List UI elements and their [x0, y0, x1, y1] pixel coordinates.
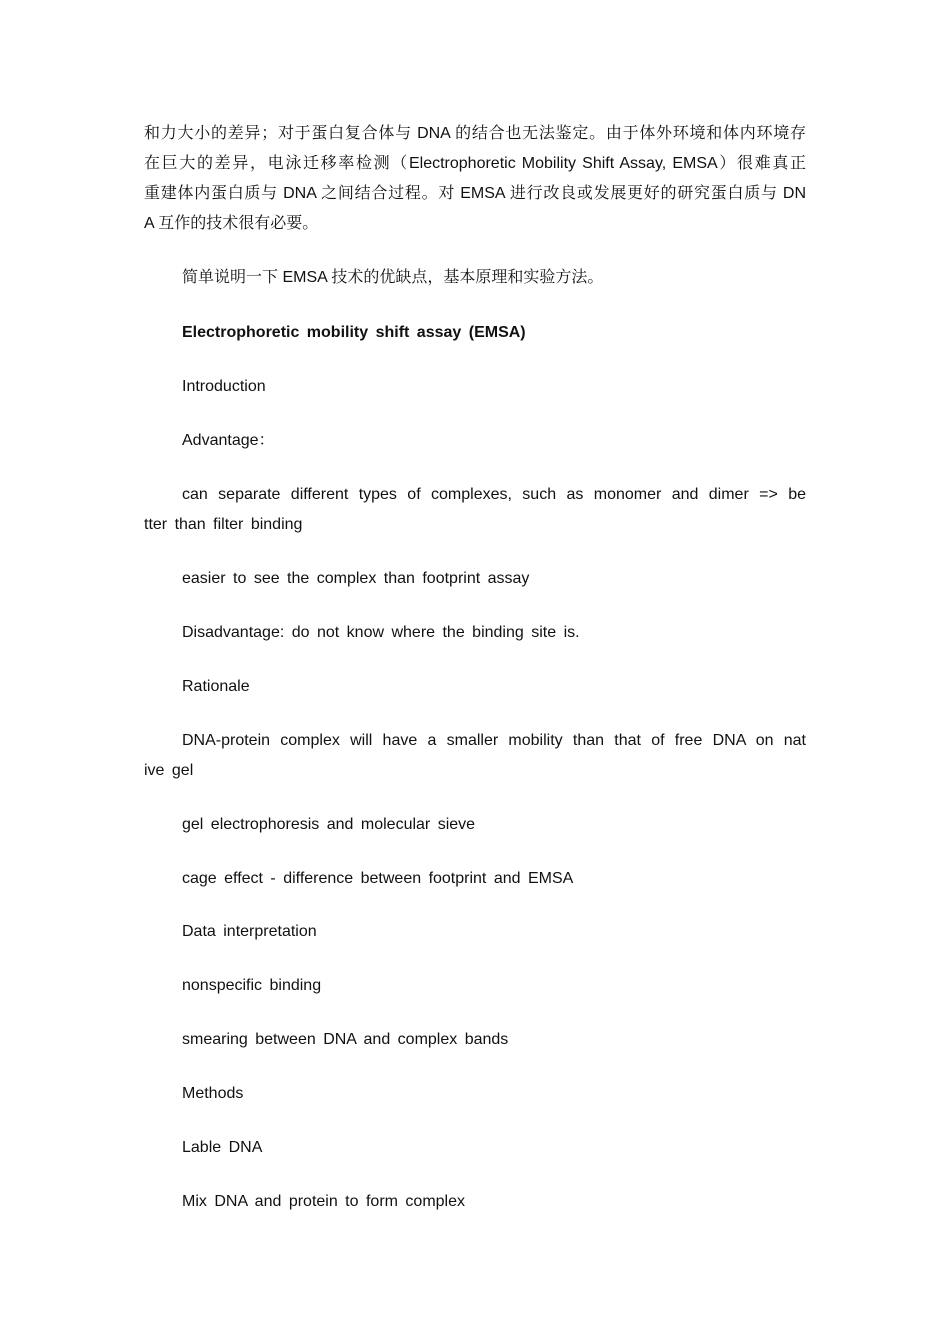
advantage-item-line: can separate different types of complexes, such as monomer and dimer => be	[182, 486, 806, 503]
methods-heading: Methods	[182, 1085, 244, 1102]
data-interpretation-heading: Data interpretation	[182, 923, 317, 940]
rationale-item-line: ive gel	[144, 762, 194, 779]
intro-sentence: 简单说明一下 EMSA 技术的优缺点，基本原理和实验方法。	[182, 269, 604, 286]
paragraph-line: 在巨大的差异，电泳迁移率检测（Electrophoretic Mobility Shift Assay, EMSA）很难真正	[144, 155, 806, 172]
rationale-item: cage effect - difference between footprint and EMSA	[182, 870, 574, 887]
paragraph-line: A 互作的技术很有必要。	[144, 215, 319, 232]
rationale-item: gel electrophoresis and molecular sieve	[182, 816, 476, 833]
methods-item: Lable DNA	[182, 1139, 263, 1156]
advantage-item: easier to see the complex than footprint assay	[182, 570, 530, 587]
paragraph-line: 重建体内蛋白质与 DNA 之间结合过程。对 EMSA 进行改良或发展更好的研究蛋白质与 DN	[144, 185, 806, 202]
advantage-item-line: tter than filter binding	[144, 516, 303, 533]
rationale-heading: Rationale	[182, 678, 250, 695]
methods-item: Mix DNA and protein to form complex	[182, 1193, 465, 1210]
disadvantage-text: Disadvantage: do not know where the binding site is.	[182, 624, 580, 641]
introduction-heading: Introduction	[182, 378, 266, 395]
section-title: Electrophoretic mobility shift assay (EMSA)	[182, 324, 526, 341]
paragraph-line: 和力大小的差异；对于蛋白复合体与 DNA 的结合也无法鉴定。由于体外环境和体内环境存	[144, 125, 806, 142]
rationale-item-line: DNA-protein complex will have a smaller mobility than that of free DNA on nat	[182, 732, 806, 749]
data-item: smearing between DNA and complex bands	[182, 1031, 509, 1048]
advantage-heading: Advantage：	[182, 432, 275, 449]
data-item: nonspecific binding	[182, 977, 322, 994]
